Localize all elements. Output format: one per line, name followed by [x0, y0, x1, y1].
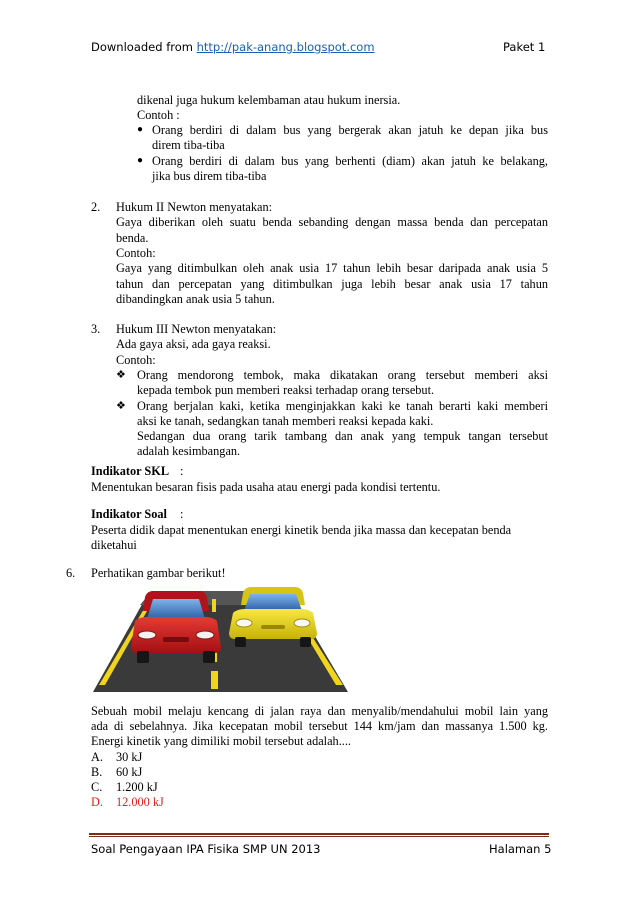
law2-ex-line2: tahun dan percepatan yang ditimbulkan juga lebih besar anak usia 17 tahun	[116, 277, 548, 291]
law3-def: Ada gaya aksi, ada gaya reaksi.	[116, 337, 271, 351]
diamond-bullet-icon: ❖	[116, 369, 126, 381]
indikator-soal-label: Indikator Soal	[91, 507, 167, 521]
law3-ex2-line1: Orang berjalan kaki, ketika menginjakkan kaki ke tanah berarti kaki memberi	[137, 399, 548, 413]
indikator-soal-colon: :	[180, 507, 184, 521]
law2-def-line1: Gaya diberikan oleh suatu benda sebanding dengan massa benda dan percepatan	[116, 215, 548, 229]
law2-def-line2: benda.	[116, 231, 149, 245]
law2-contoh: Contoh:	[116, 246, 156, 260]
option-letter: B.	[91, 765, 103, 779]
law3-ex3-line2: adalah kesimbangan.	[137, 444, 241, 458]
question-text-line2: ada di sebelahnya. Jika kecepatan mobil tersebut 144 km/jam dan massanya 1.500 kg.	[91, 719, 548, 733]
indikator-soal-line2: diketahui	[91, 538, 137, 552]
intro-line: dikenal juga hukum kelembaman atau hukum inersia.	[137, 93, 401, 107]
intro-example-1-line2: direm tiba-tiba	[152, 138, 225, 152]
question-prompt: Perhatikan gambar berikut!	[91, 566, 226, 580]
footer-rule-thin	[89, 836, 549, 837]
diamond-bullet-icon: ❖	[116, 400, 126, 412]
bullet-dot-icon: ●	[137, 124, 144, 135]
packet-label: Paket 1	[503, 40, 546, 54]
footer-page: Halaman 5	[489, 842, 552, 856]
law3-ex2-line2: aksi ke tanah, sedangkan tanah memberi reaksi kepada kaki.	[137, 414, 434, 428]
indikator-skl-label: Indikator SKL	[91, 464, 170, 478]
option-text: 60 kJ	[116, 765, 143, 779]
header-downloaded	[91, 40, 375, 55]
option-text: 30 kJ	[116, 750, 143, 764]
question-text-line3: Energi kinetik yang dimiliki mobil tersebut adalah....	[91, 734, 352, 748]
intro-contoh: Contoh :	[137, 108, 180, 122]
footer-title: Soal Pengayaan IPA Fisika SMP UN 2013	[91, 842, 321, 856]
option-text: 1.200 kJ	[116, 780, 158, 794]
option-letter: D.	[91, 795, 103, 809]
law3-contoh: Contoh:	[116, 353, 156, 367]
law3-title: Hukum III Newton menyatakan:	[116, 322, 277, 336]
red-car	[131, 591, 221, 663]
law2-ex-line1: Gaya yang ditimbulkan oleh anak usia 17 tahun lebih besar daripada anak usia 5	[116, 261, 548, 275]
option-c	[91, 780, 158, 795]
law2-ex-line3: dibandingkan anak usia 5 tahun.	[116, 292, 275, 306]
indikator-skl-text: Menentukan besaran fisis pada usaha atau energi pada kondisi tertentu.	[91, 480, 441, 494]
bullet-dot-icon: ●	[137, 155, 144, 166]
law3-ex3-line1: Sedangan dua orang tarik tambang dan anak yang tempuk tangan tersebut	[137, 429, 548, 443]
indikator-skl-colon: :	[180, 464, 184, 478]
option-b	[91, 765, 143, 780]
intro-example-1-line1: Orang berdiri di dalam bus yang bergerak akan jatuh ke depan jika bus	[152, 123, 548, 137]
law3-number: 3.	[91, 322, 101, 336]
option-a	[91, 750, 143, 765]
option-text: 12.000 kJ	[116, 795, 164, 809]
indikator-soal-line1: Peserta didik dapat menentukan energi kinetik benda jika massa dan kecepatan benda	[91, 523, 512, 537]
footer-rule-thick	[89, 833, 549, 835]
law3-ex1-line2: kepada tembok pun memberi reaksi terhadap orang tersebut.	[137, 383, 435, 397]
source-link[interactable]: http://pak-anang.blogspot.com	[196, 40, 375, 54]
question-number: 6.	[66, 566, 76, 580]
option-d-answer	[91, 795, 164, 810]
question-text-line1: Sebuah mobil melaju kencang di jalan raya dan menyalib/mendahului mobil lain yang	[91, 704, 548, 718]
option-letter: A.	[91, 750, 103, 764]
intro-example-2-line2: jika bus direm tiba-tiba	[152, 169, 267, 183]
law3-ex1-line1: Orang mendorong tembok, maka dikatakan orang tersebut memberi aksi	[137, 368, 548, 382]
law2-number: 2.	[91, 200, 101, 214]
option-letter: C.	[91, 780, 103, 794]
downloaded-prefix: Downloaded from	[91, 40, 197, 54]
law2-title: Hukum II Newton menyatakan:	[116, 200, 273, 214]
road-cars-illustration	[93, 585, 348, 692]
intro-example-2-line1: Orang berdiri di dalam bus yang berhenti (diam) akan jatuh ke belakang,	[152, 154, 548, 168]
